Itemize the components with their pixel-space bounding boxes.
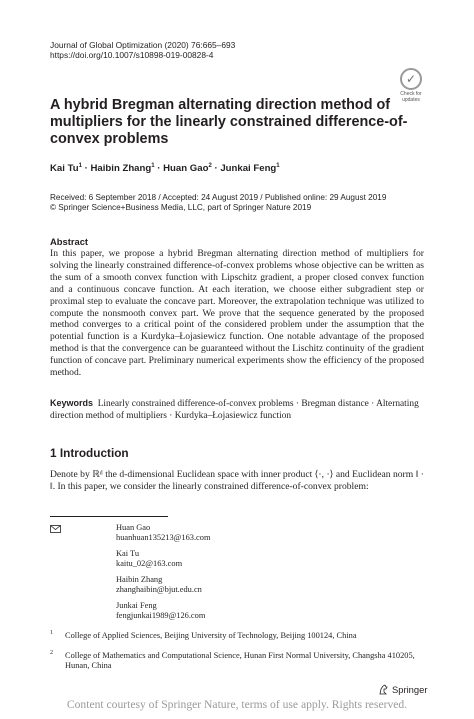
contact-entry: [116, 601, 205, 622]
journal-citation: Journal of Global Optimization (2020) 76:665–693: [50, 40, 236, 50]
check-updates-line1: Check for: [400, 91, 422, 97]
contact-email[interactable]: fengjunkai1989@126.com: [116, 611, 206, 621]
author-name: Haibin Zhang: [90, 163, 152, 175]
author-name: Kai Tu: [50, 163, 79, 175]
introduction-text: Denote by ℝᵈ the d-dimensional Euclidean space with inner product ⟨·, ·⟩ and Euclidean norm ‖ · ‖. In this paper, we consider the linearly constrained difference-of-convex problem:: [50, 469, 424, 492]
affiliation: [50, 651, 424, 672]
author-sup: 1: [276, 163, 280, 169]
keywords-label: Keywords: [50, 398, 94, 408]
keywords-text: Linearly constrained difference-of-convex problems · Bregman distance · Alternating direction method of multipliers · Kurdyka–Łojasiewicz function: [50, 399, 419, 421]
contact-email[interactable]: kaitu_02@163.com: [116, 559, 183, 569]
contact-name: Haibin Zhang: [116, 575, 163, 584]
keywords: [50, 398, 424, 422]
author-list: Kai $Tu^1$ · Haibin Zhang$^1$ · Huan Gao$^2$ · Junkai Feng$^1$: [50, 163, 280, 175]
courtesy-notice: Content courtesy of Springer Nature, terms of use apply. Rights reserved.: [66, 698, 408, 711]
affiliation-number: 1: [50, 630, 53, 636]
affiliation: [50, 631, 424, 641]
journal-doi[interactable]: https://doi.org/10.1007/s10898-019-00828-4: [50, 50, 214, 60]
copyright-line: © Springer Science+Business Media, LLC, part of Springer Nature 2019: [50, 203, 312, 212]
contact-entry: [116, 549, 182, 570]
contact-name: Kai Tu: [116, 549, 140, 558]
contact-email[interactable]: huanhuan135213@163.com: [116, 533, 211, 543]
contact-name: Junkai Feng: [116, 601, 157, 610]
check-updates-line2: updates: [402, 97, 420, 103]
affiliation-text: College of Applied Sciences, Beijing University of Technology, Beijing 100124, China: [65, 631, 357, 640]
contact-name: Huan Gao: [116, 523, 151, 532]
contact-email[interactable]: zhanghaibin@bjut.edu.cn: [116, 585, 202, 595]
publisher-name: Springer: [392, 684, 428, 695]
section-heading-introduction: 1 Introduction: [50, 446, 129, 460]
paper-title: A hybrid Bregman alternating direction method of multipliers for the linearly constrained difference-of-convex problems: [50, 97, 408, 147]
journal-header: [50, 40, 235, 60]
author-name: Huan Gao: [163, 163, 209, 175]
abstract-heading: Abstract: [50, 236, 89, 247]
affiliation-text: College of Mathematics and Computational Science, Hunan First Normal University, Changsha 410205, Hunan, China: [65, 651, 415, 671]
footnote-rule: [50, 516, 168, 517]
author-sup: 1: [78, 163, 82, 169]
springer-logo: [378, 684, 427, 695]
dates-line: Received: 6 September 2018 / Accepted: 24 August 2019 / Published online: 29 August 2019: [50, 193, 387, 202]
author-sup: 2: [208, 163, 212, 169]
publication-dates: [50, 193, 386, 213]
abstract-text: In this paper, we propose a hybrid Bregman alternating direction method of multipliers for solving the linearly constrained difference-of-convex problems whose objective can be written as the sum of a smooth convex function with Lipschitz gradient, a proper closed convex function and a continuous concave function. At each iteration, we choose either subgradient step or proximal step to evaluate the concave part. Moreover, the extrapolation technique was utilized to compute the nonsmooth convex part. We prove that the sequence generated by the proposed method converges to a critical point of the considered problem under the assumption that the potential function is a Kurdyka–Łojasiewicz function. One notable advantage of the proposed method is that the convergence can be guaranteed without the Lischitz continuity of the gradient function of concave part. Preliminary numerical experiments show the efficiency of the proposed method.: [50, 248, 424, 379]
contact-entry: [116, 523, 210, 544]
envelope-icon: [50, 525, 61, 533]
author-sup: 1: [151, 163, 155, 169]
check-updates-icon: ✓: [400, 68, 422, 90]
springer-horse-icon: [378, 684, 389, 695]
author-name: Junkai Feng: [220, 163, 277, 175]
contact-entry: [116, 575, 202, 596]
affiliation-number: 2: [50, 650, 53, 656]
